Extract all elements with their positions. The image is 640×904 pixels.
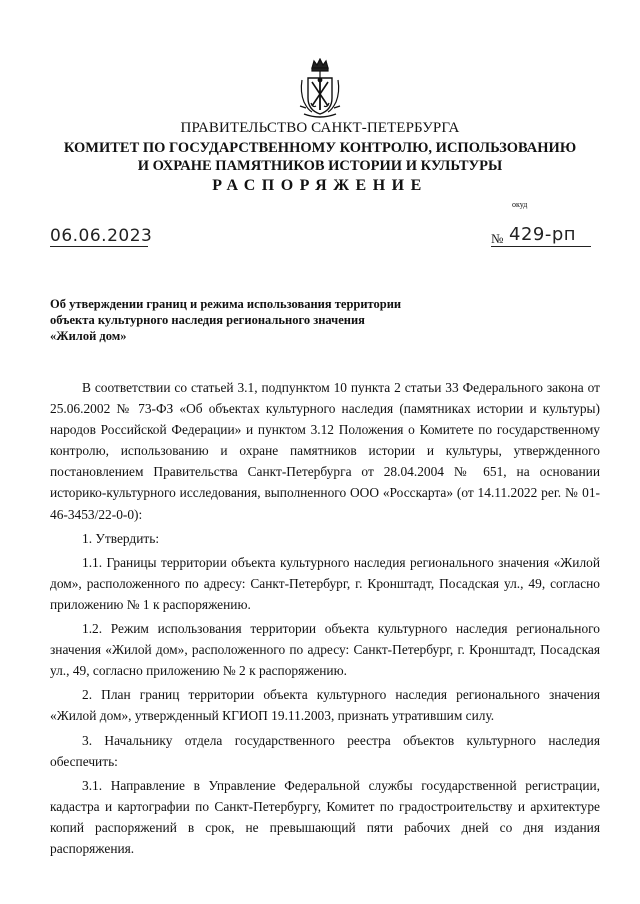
paragraph-3: 3. Начальнику отдела государственного реестра объектов культурного наследия обеспечить: <box>50 732 600 769</box>
date-underline <box>50 246 148 247</box>
committee-name-line2: И ОХРАНЕ ПАМЯТНИКОВ ИСТОРИИ И КУЛЬТУРЫ <box>137 158 503 174</box>
okud-label: окуд <box>512 200 528 209</box>
paragraph-preamble: В соответствии со статьей 3.1, подпунктом 10 пункта 2 статьи 33 Федерального закона от 25.06.2002 № 73-ФЗ «Об объектах культурного наследия (памятниках истории и культуры) народов Российской Федерации» и пунктом 3.12 Положения о Комитете по государственному контролю, использованию и охране памятников истории и культуры, утвержденного постановлением Правительства Санкт-Петербурга от 28.04.2004 № 651, на основании историко-культурного исследования, выполненного ООО «Росскарта» (от 14.11.2022 рег. № 01-46-3453/22-0-0): <box>50 380 600 522</box>
paragraph-1-1: 1.1. Границы территории объекта культурного наследия регионального значения «Жилой дом», расположенного по адресу: Санкт-Петербург, г. Кронштадт, Посадская ул., 49, согласно приложению № 1 к распоряжению. <box>50 554 600 612</box>
subject-line3: «Жилой дом» <box>50 329 127 343</box>
committee-name <box>0 139 640 175</box>
paragraph-2: 2. План границ территории объекта культурного наследия регионального значения «Жилой дом», утвержденный КГИОП 19.11.2003, признать утратившим силу. <box>50 687 600 724</box>
paragraph-3-1: 3.1. Направление в Управление Федеральной службы государственной регистрации, кадастра и картографии по Санкт-Петербургу, Комитет по градостроительству и архитектуре копий распоряжений в срок, не превышающий пяти рабочих дней со дня издания распоряжения. <box>50 777 600 856</box>
paragraph-1-2: 1.2. Режим использования территории объекта культурного наследия регионального значения «Жилой дом», расположенного по адресу: Санкт-Петербург, г. Кронштадт, Посадская ул., 49, согласно приложению № 2 к распоряжению. <box>50 621 600 679</box>
subject-line2: объекта культурного наследия регионального значения <box>50 313 365 327</box>
coat-of-arms-icon <box>296 58 344 122</box>
subject-line1: Об утверждении границ и режима использования территории <box>50 297 402 311</box>
document-date: 06.06.2023 <box>50 226 153 246</box>
document-body <box>50 377 600 859</box>
paragraph-1: 1. Утвердить: <box>82 530 160 546</box>
government-name: ПРАВИТЕЛЬСТВО САНКТ-ПЕТЕРБУРГА <box>180 120 460 136</box>
number-sign: № <box>491 231 504 246</box>
document-number: 429-рп <box>509 224 577 245</box>
committee-name-line1: КОМИТЕТ ПО ГОСУДАРСТВЕННОМУ КОНТРОЛЮ, ИСПОЛЬЗОВАНИЮ <box>63 140 577 156</box>
number-underline <box>491 246 591 247</box>
document-type: РАСПОРЯЖЕНИЕ <box>212 177 428 194</box>
document-subject <box>50 296 470 344</box>
